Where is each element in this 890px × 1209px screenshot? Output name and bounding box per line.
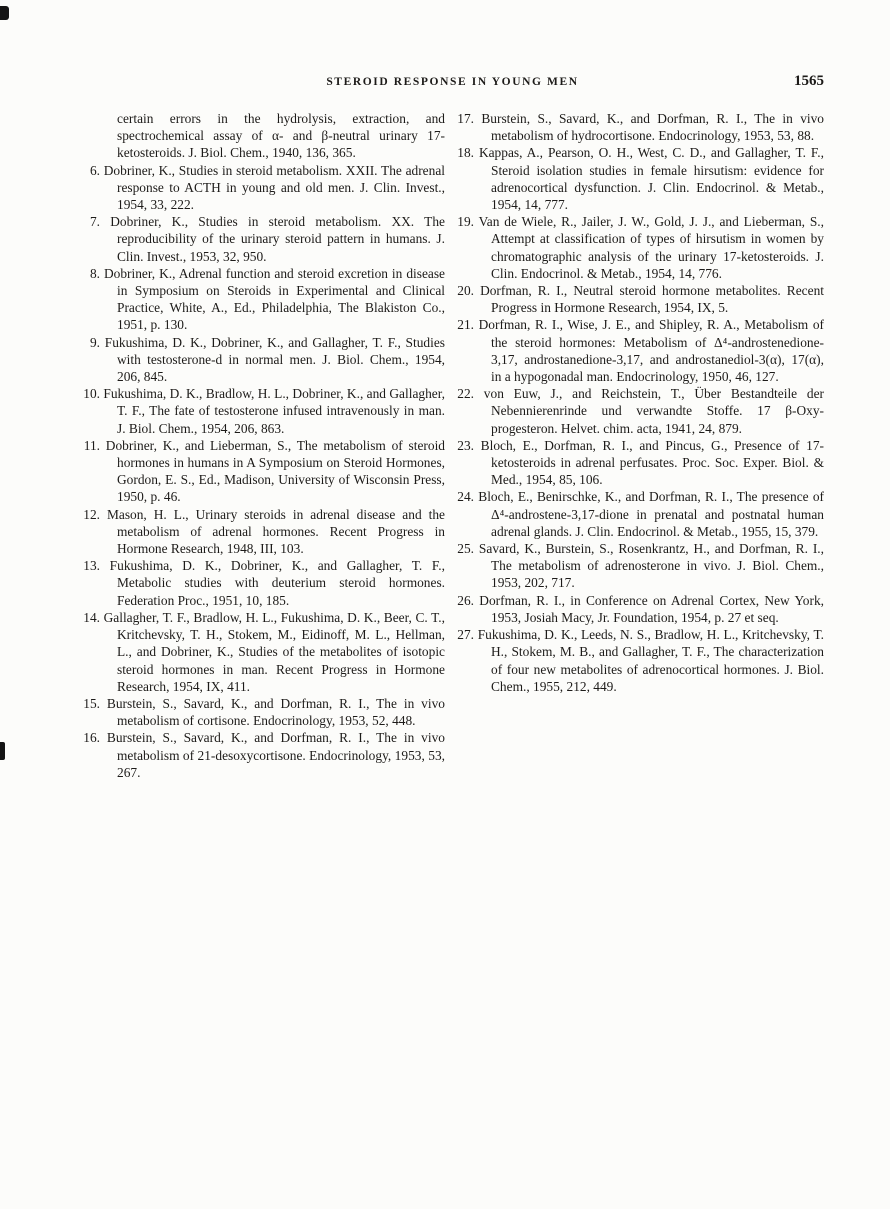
- reference-text: Fukushima, D. K., Dobriner, K., and Gallagher, T. F., Studies with testosterone-d in normal men. J. Biol. Chem., 1954, 206, 845.: [104, 334, 445, 385]
- reference-entry: [81, 437, 445, 506]
- reference-number: 10.: [83, 386, 100, 402]
- reference-text: Dobriner, K., Adrenal function and steroid excretion in disease in Symposium on Steroids in Experimental and Clinical Practice, White, A., Ed., Philadelphia, The Blakiston Co., 1951, p. 130.: [103, 265, 445, 333]
- reference-entry: [455, 540, 824, 592]
- reference-entry: [455, 385, 824, 437]
- right-column: [455, 110, 824, 781]
- references-list: [81, 110, 824, 781]
- reference-text: Dorfman, R. I., in Conference on Adrenal Cortex, New York, 1953, Josiah Macy, Jr. Foundation, 1954, p. 27 et seq.: [479, 592, 824, 625]
- reference-text: Dobriner, K., Studies in steroid metabolism. XXII. The adrenal response to ACTH in young and old men. J. Clin. Invest., 1954, 33, 222.: [103, 162, 445, 213]
- reference-entry: [455, 110, 824, 144]
- reference-text: Kappas, A., Pearson, O. H., West, C. D., and Gallagher, T. F., Steroid isolation studies in female hirsutism: evidence for adrenocortical dysfunction. J. Clin. Endocrinol. & Metab., 1954, 14, 777.: [478, 145, 824, 213]
- reference-text: Bloch, E., Benirschke, K., and Dorfman, R. I., The presence of Δ⁴-androstene-3,17-dione in prenatal and postnatal human adrenal glands. J. Clin. Endocrinol. & Metab., 1955, 15, 379.: [478, 489, 824, 539]
- reference-text: certain errors in the hydrolysis, extraction, and spectrochemical assay of α- and β-neutral urinary 17-ketosteroids. J. Biol. Chem., 1940, 136, 365.: [117, 111, 445, 161]
- reference-entry: [81, 162, 445, 214]
- reference-entry: [81, 334, 445, 386]
- reference-text: Fukushima, D. K., Leeds, N. S., Bradlow, H. L., Kritchevsky, T. H., Stokem, M. B., and Gallagher, T. F., The characterization of four new metabolites of adrenocortical hormones. J. Biol. Chem., 1955, 212, 449.: [477, 627, 824, 694]
- reference-number: 25.: [457, 541, 474, 557]
- reference-text: Gallagher, T. F., Bradlow, H. L., Fukushima, D. K., Beer, C. T., Kritchevsky, T. H., Stokem, M., Eidinoff, M. L., Hellman, L., and Dobriner, K., Studies of the metabolites of isotopic steroid hormones in man. Recent Progress in Hormone Research, 1954, IX, 411.: [103, 609, 445, 694]
- reference-entry: [81, 506, 445, 558]
- reference-text: Savard, K., Burstein, S., Rosenkrantz, H., and Dorfman, R. I., The metabolism of adrenosterone in vivo. J. Biol. Chem., 1953, 202, 717.: [478, 541, 824, 591]
- reference-number: 11.: [83, 437, 100, 453]
- page-header: [81, 73, 824, 96]
- reference-number: 21.: [457, 317, 474, 333]
- reference-text: Burstein, S., Savard, K., and Dorfman, R. I., The in vivo metabolism of hydrocortisone. Endocrinology, 1953, 53, 88.: [481, 111, 824, 144]
- reference-number: 19.: [457, 214, 474, 230]
- page-number: 1565: [794, 73, 824, 89]
- reference-text: Burstein, S., Savard, K., and Dorfman, R. I., The in vivo metabolism of cortisone. Endocrinology, 1953, 52, 448.: [106, 695, 445, 729]
- reference-text: Dobriner, K., Studies in steroid metabolism. XX. The reproducibility of the urinary steroid pattern in humans. J. Clin. Invest., 1953, 32, 950.: [110, 214, 445, 264]
- reference-entry: [455, 437, 824, 489]
- scan-artifact: [0, 6, 9, 20]
- reference-number: 20.: [457, 283, 474, 299]
- scan-artifact: [0, 742, 5, 760]
- reference-text: Mason, H. L., Urinary steroids in adrenal disease and the metabolism of adrenal hormones. Recent Progress in Hormone Research, 1948, III, 103.: [106, 506, 445, 557]
- reference-number: 26.: [457, 592, 474, 608]
- reference-number: 6.: [89, 162, 100, 178]
- reference-number: 17.: [457, 111, 474, 126]
- running-title: STEROID RESPONSE IN YOUNG MEN: [326, 76, 579, 88]
- reference-entry: [81, 557, 445, 609]
- reference-text: Fukushima, D. K., Bradlow, H. L., Dobriner, K., and Gallagher, T. F., The fate of testosterone infused intravenously in man. J. Biol. Chem., 1954, 206, 863.: [103, 386, 445, 436]
- reference-number: 15.: [83, 695, 100, 711]
- reference-entry: [455, 592, 824, 626]
- reference-text: Fukushima, D. K., Dobriner, K., and Gallagher, T. F., Metabolic studies with deuterium steroid hormones. Federation Proc., 1951, 10, 185.: [109, 558, 446, 608]
- reference-text: Dorfman, R. I., Wise, J. E., and Shipley, R. A., Metabolism of the steroid hormones: Metabolism of Δ⁴-androstenedione-3,17, androstanedione-3,17, and androstanediol-3(α), 17(α), in a hypogonadal man. Endocrinology, 1950, 46, 127.: [478, 317, 824, 385]
- reference-number: 14.: [83, 609, 100, 625]
- left-column: [81, 110, 445, 781]
- reference-text: Dorfman, R. I., Neutral steroid hormone metabolites. Recent Progress in Hormone Research, 1954, IX, 5.: [480, 283, 824, 316]
- reference-entry: [455, 282, 824, 316]
- reference-number: 22.: [457, 386, 474, 402]
- reference-number: 13.: [83, 558, 100, 574]
- reference-entry: [455, 316, 824, 385]
- reference-number: 18.: [457, 145, 474, 161]
- reference-number: 24.: [457, 489, 474, 505]
- reference-entry: [81, 609, 445, 695]
- reference-text: Van de Wiele, R., Jailer, J. W., Gold, J. J., and Lieberman, S., Attempt at classification of types of hirsutism in women by chromatographic analysis of the urinary 17-ketosteroids. J. Clin. Endocrinol. & Metab., 1954, 14, 776.: [478, 214, 824, 281]
- reference-text: Dobriner, K., and Lieberman, S., The metabolism of steroid hormones in humans in A Symposium on Steroid Hormones, Gordon, E. S., Ed., Madison, University of Wisconsin Press, 1950, p. 46.: [105, 437, 445, 505]
- reference-entry: [455, 626, 824, 695]
- reference-entry: [455, 488, 824, 540]
- reference-text: von Euw, J., and Reichstein, T., Über Bestandteile der Nebennierenrinde und verwandte Stoffe. 17 β-Oxy-progesteron. Helvet. chim. acta, 1941, 24, 879.: [483, 386, 824, 436]
- reference-number: 8.: [89, 265, 100, 281]
- reference-entry: [81, 265, 445, 334]
- reference-entry: [81, 695, 445, 729]
- reference-number: 12.: [83, 506, 100, 522]
- reference-text: Burstein, S., Savard, K., and Dorfman, R. I., The in vivo metabolism of 21-desoxycortisone. Endocrinology, 1953, 53, 267.: [106, 730, 445, 780]
- reference-text: Bloch, E., Dorfman, R. I., and Pincus, G., Presence of 17-ketosteroids in adrenal perfusates. Proc. Soc. Exper. Biol. & Med., 1954, 85, 106.: [480, 437, 824, 488]
- reference-number: 27.: [457, 627, 474, 643]
- reference-number: 16.: [83, 730, 100, 746]
- reference-entry: [455, 213, 824, 282]
- reference-entry: [81, 729, 445, 781]
- reference-entry: [81, 213, 445, 265]
- reference-number: 7.: [89, 214, 100, 230]
- reference-entry: [81, 385, 445, 437]
- reference-entry: [81, 110, 445, 162]
- reference-number: 9.: [89, 334, 100, 350]
- reference-number: 23.: [457, 437, 474, 453]
- reference-entry: [455, 144, 824, 213]
